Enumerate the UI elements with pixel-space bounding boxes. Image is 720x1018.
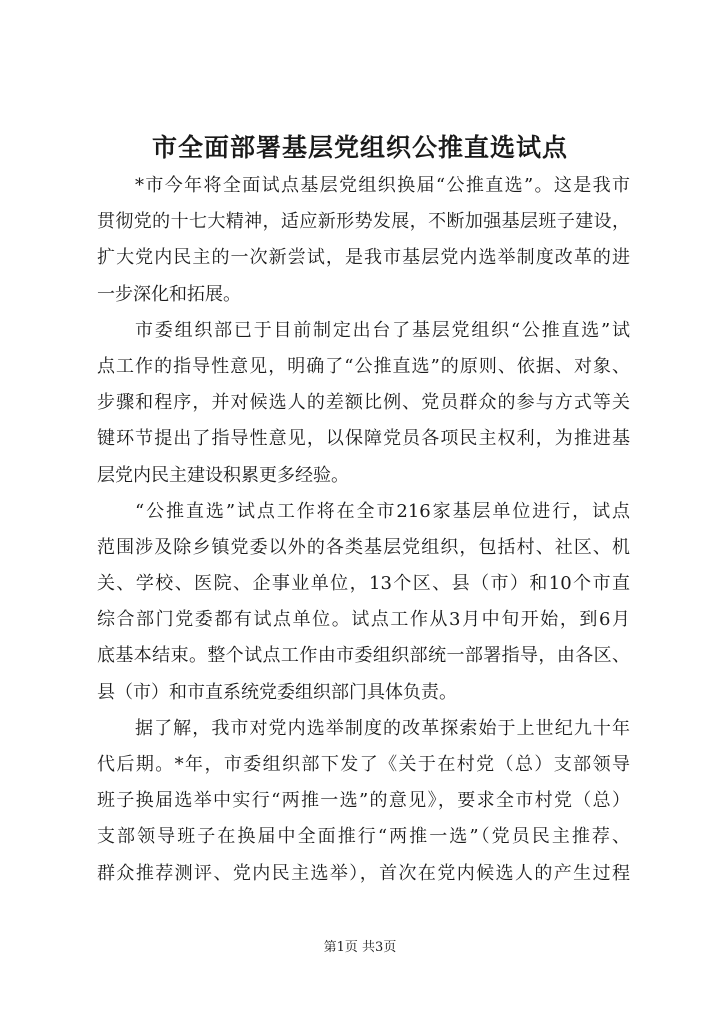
paragraph-line: 综合部门党委都有试点单位。试点工作从3月中旬开始，到6月: [97, 609, 630, 631]
paragraph-line: 底基本结束。整个试点工作由市委组织部统一部署指导，由各区、: [97, 645, 630, 667]
paragraph-line: 班子换届选举中实行“两推一选”的意见》，要求全市村党（总）: [97, 790, 630, 812]
paragraph-line: 键环节提出了指导性意见，以保障党员各项民主权利，为推进基: [97, 428, 630, 450]
paragraph-line: 步骤和程序，并对候选人的差额比例、党员群众的参与方式等关: [97, 392, 630, 414]
paragraph-line: 据了解，我市对党内选举制度的改革探索始于上世纪九十年: [135, 717, 630, 739]
document-body: [97, 168, 630, 892]
paragraph-line: 县（市）和市直系统党委组织部门具体负责。: [97, 681, 457, 703]
paragraph-line: 关、学校、医院、企事业单位，13个区、县（市）和10个市直: [97, 573, 630, 595]
paragraph-line: “公推直选”试点工作将在全市216家基层单位进行，试点: [135, 500, 630, 522]
page-footer: 第1页 共3页: [323, 940, 397, 955]
paragraph-line: *市今年将全面试点基层党组织换届“公推直选”。这是我市: [135, 175, 630, 196]
paragraph-line: 点工作的指导性意见，明确了“公推直选”的原则、依据、对象、: [97, 355, 630, 377]
paragraph-line: 扩大党内民主的一次新尝试，是我市基层党内选举制度改革的进: [97, 247, 630, 269]
paragraph-line: 一步深化和拓展。: [97, 283, 241, 305]
paragraph-line: 市委组织部已于目前制定出台了基层党组织“公推直选”试: [135, 319, 630, 341]
paragraph-line: 代后期。*年，市委组织部下发了《关于在村党（总）支部领导: [97, 754, 630, 775]
paragraph-line: 范围涉及除乡镇党委以外的各类基层党组织，包括村、社区、机: [97, 536, 630, 558]
paragraph-line: 群众推荐测评、党内民主选举），首次在党内候选人的产生过程: [97, 862, 630, 884]
paragraph-line: 支部领导班子在换届中全面推行“两推一选”（党员民主推荐、: [97, 826, 630, 848]
document-title: 市全面部署基层党组织公推直选试点: [151, 133, 568, 162]
paragraph-line: 层党内民主建设积累更多经验。: [97, 464, 349, 486]
paragraph-line: 贯彻党的十七大精神，适应新形势发展，不断加强基层班子建设，: [97, 211, 630, 233]
